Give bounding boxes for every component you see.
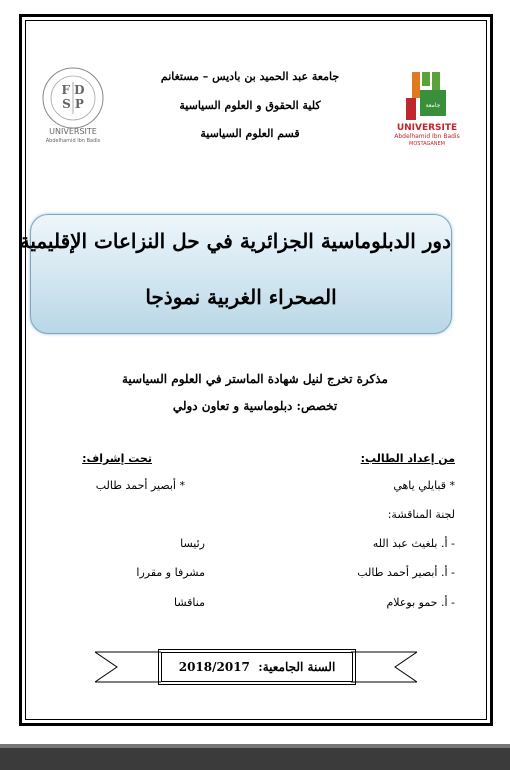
academic-year-value: 2018/2017 xyxy=(178,660,250,674)
academic-year-ribbon xyxy=(95,646,417,688)
committee-label: لجنة المناقشة: xyxy=(387,508,455,521)
svg-text:MOSTAGANEM: MOSTAGANEM xyxy=(409,141,445,147)
university-logo xyxy=(384,68,470,148)
thesis-title-box xyxy=(19,214,452,334)
supervisor-label: تحت إشراف: xyxy=(82,452,152,465)
degree-description: مذكرة تخرج لنيل شهادة الماستر في العلوم السياسية xyxy=(122,372,388,386)
committee-member-name: - أ. حمو بوعلام xyxy=(386,596,455,609)
academic-year-box xyxy=(161,652,353,682)
svg-text:F D: F D xyxy=(61,83,85,97)
thesis-title-line2: الصحراء الغربية نموذجا xyxy=(145,285,337,309)
specialization: تخصص: دبلوماسية و تعاون دولي xyxy=(172,399,338,413)
committee-member-role: رئيسا xyxy=(180,537,205,550)
department-name: قسم العلوم السياسية xyxy=(200,127,300,140)
svg-text:Abdelhamid Ibn Badis: Abdelhamid Ibn Badis xyxy=(45,138,101,144)
university-name: جامعة عبد الحميد بن باديس – مستغانم xyxy=(160,70,340,83)
faculty-name: كلية الحقوق و العلوم السياسية xyxy=(179,99,321,112)
svg-text:UNIVERSITE: UNIVERSITE xyxy=(396,123,458,133)
footer-bar xyxy=(0,748,510,770)
committee-member-role: مناقشا xyxy=(174,596,205,609)
svg-text:S P: S P xyxy=(62,97,84,111)
student-label: من إعداد الطالب: xyxy=(360,452,455,465)
svg-text:UNIVERSITE: UNIVERSITE xyxy=(49,127,97,136)
svg-text:جامعة: جامعة xyxy=(425,102,441,109)
committee-member-name: - أ. أبصير أحمد طالب xyxy=(357,566,455,579)
student-name: * قبايلي ياهي xyxy=(393,479,455,492)
supervisor-name: * أبصير أحمد طالب xyxy=(95,479,185,492)
svg-text:Abdelhamid Ibn Badis: Abdelhamid Ibn Badis xyxy=(394,133,460,140)
committee-member-name: - أ. بلغيث عبد الله xyxy=(372,537,455,550)
academic-year-label: السنة الجامعية: xyxy=(258,660,336,674)
thesis-title-line1: دور الدبلوماسية الجزائرية في حل النزاعات الإقليمية xyxy=(19,229,451,253)
faculty-logo xyxy=(30,64,116,144)
committee-member-role: مشرفا و مقررا xyxy=(136,566,205,579)
